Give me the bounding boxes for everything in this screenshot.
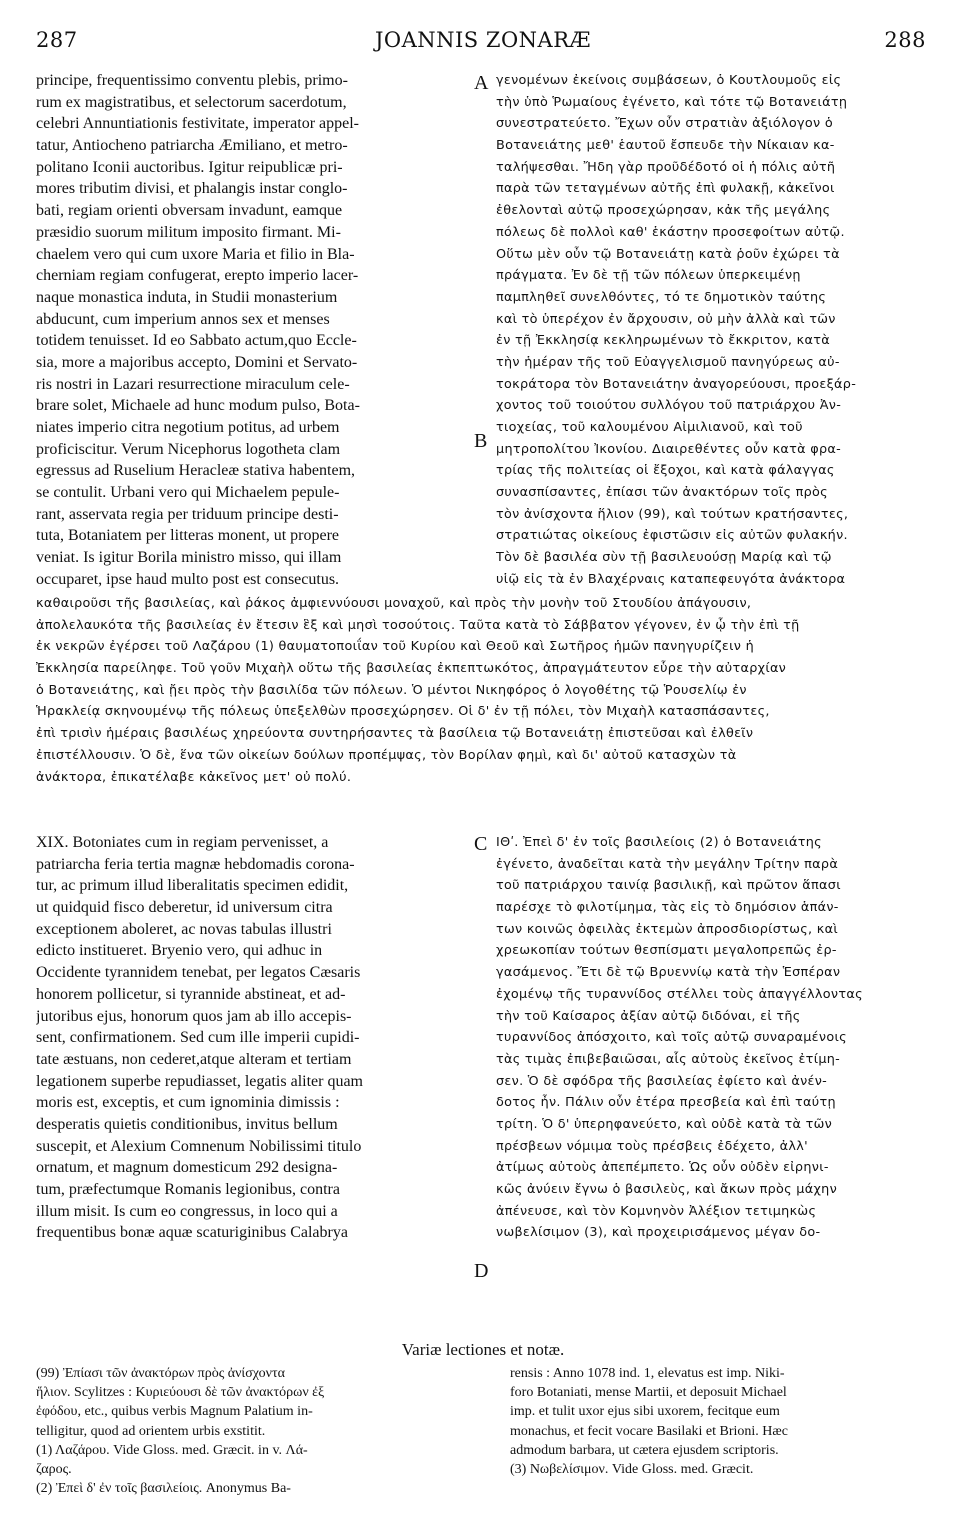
- text-line: στρατιώτας οἰκείους ἐφιστῶσιν εἰς αὐτῶν φυλακήν.: [496, 528, 848, 544]
- note-line: (3) Νωβελίσιμον. Vide Gloss. med. Græcit.: [510, 1461, 754, 1477]
- text-line: legationem superbe repudiasset, legatis aliter quam: [36, 1072, 363, 1090]
- note-line: ἐφόδου, etc., quibus verbis Magnum Palatium in-: [36, 1404, 313, 1420]
- text-line: ἐχομένῳ τῆς τυραννίδος στέλλει τοὺς ἀπαγγέλλοντας: [496, 986, 863, 1002]
- text-line: ἐν τῇ Ἐκκλησίᾳ κεκληρωμένων τὸ ἔκκριτον, κατὰ: [496, 333, 830, 349]
- notes-heading: Variæ lectiones et notæ.: [401, 1340, 565, 1359]
- text-line: ταλήψεσθαι. Ἤδη γὰρ προῦδέδοτό οἱ ἡ πόλις αὐτῆ: [496, 159, 836, 175]
- text-line: frequentibus bonæ aquæ scaturiginibus Calabrya: [36, 1224, 348, 1242]
- text-line: παμπληθεῖ συνελθόντες, τό τε δημοτικὸν ταύτης: [496, 289, 827, 305]
- text-line: ἀπένευσε, καὶ τὸν Κομνηνὸν Ἀλέξιον τετιμηκὼς: [496, 1203, 817, 1219]
- text-line: niates imperio citra negotium potitus, ad urbem: [36, 419, 340, 436]
- text-line: ἀπολελαυκότα τῆς βασιλείας ἐν ἔτεσιν ἓξ καὶ μησὶ τοσούτοις. Ταῦτα κατὰ τὸ Σάββατον γέγονεν, ἐν ᾧ τὴν ἐπὶ τῇ: [36, 617, 800, 633]
- text-line: tatur, Antiocheno patriarcha Æmiliano, et metro-: [36, 137, 348, 155]
- text-line: Οὕτω μὲν οὖν τῷ Βοτανειάτῃ κατὰ ῥοῦν ἐχώρει τὰ: [496, 246, 840, 262]
- note-line: rensis : Anno 1078 ind. 1, elevatus est imp. Niki-: [510, 1366, 785, 1381]
- note-line: monachus, et fecit vocare Basilaki et Brioni. Hæc: [510, 1423, 788, 1439]
- note-line: telligitur, quod ad orientem urbis exstitit.: [36, 1423, 266, 1439]
- text-line: τρίτη. Ὁ δ' ὑπερηφανεύετο, καὶ οὐδὲ κατὰ τὰ τῶν: [496, 1116, 833, 1132]
- text-line: cherniam regiam confugerat, erepto imperio lacer-: [36, 267, 359, 285]
- text-line: νωβελίσιμον (3), καὶ προχειρισάμενος μέγαν δο-: [496, 1225, 821, 1241]
- text-line: sent, confirmationem. Sed cum ille imperii cupidi-: [36, 1029, 360, 1047]
- text-line: κῶς ἀνύειν ἔγνω ὁ βασιλεὺς, καὶ ἄκων πρὸς μάχην: [496, 1182, 838, 1197]
- text-line: τυραννίδος ἀπόσχοιτο, καὶ τοῖς αὐτῷ συναραμένοις: [496, 1030, 847, 1046]
- text-line: moris est, exceptis, et cum ignominia dimissis :: [36, 1094, 340, 1112]
- text-line: ἀτίμως αὐτοὺς ἀπεπέμπετο. Ὡς οὖν οὐδὲν εἰρηνι-: [496, 1160, 829, 1176]
- text-line: tum, præfectumque Romanis legionibus, contra: [36, 1181, 340, 1198]
- text-line: occuparet, ipse haud multo post est consecutus.: [36, 570, 340, 588]
- text-line: πρέσβεων νόμιμα τοὺς πρέσβεις ἐδέχετο, ἀλλ': [496, 1138, 808, 1154]
- text-line: συνασπίσαντες, ἐπίασι τῶν ἀνακτόρων τοῖς πρὸς: [496, 485, 828, 501]
- note-line: foro Botaniati, mense Martii, et deposuit Michael: [510, 1385, 787, 1401]
- text-line: παρέσχε τὸ φιλοτίμημα, τὰς εἰς τὸ δημόσιον ἁπάν-: [496, 900, 839, 916]
- text-line: πράγματα. Ἐν δὲ τῇ τῶν πόλεων ὑπερκειμένῃ: [496, 268, 801, 284]
- margin-marker-a: A: [474, 72, 489, 94]
- text-line: Ἐκκλησία παρείληφε. Τοῦ γοῦν Μιχαὴλ οὕτω τῆς βασιλείας ἐκπεπτωκότος, ἀπραγμάτευτον εὗρε τὴν αὐταρχίαν: [36, 661, 787, 677]
- text-line: ἀνάκτορα, ἐπικατέλαβε κἀκεῖνος μετ' οὐ πολύ.: [36, 769, 352, 785]
- text-line: καὶ τὸ ὑπερέχον ἐν ἄρχουσιν, οὐ μὴν ἀλλὰ καὶ τῶν: [496, 311, 836, 327]
- text-line: γενομένων ἐκείνοις συμβάσεων, ὁ Κουτλουμοῦς εἰς: [496, 73, 842, 88]
- text-line: honorem pollicetur, si tyrannide abstineat, et ad-: [36, 985, 346, 1003]
- text-line: τὴν τοῦ Καίσαρος ἀξίαν αὐτῷ διδόναι, εἰ τῆς: [496, 1008, 801, 1024]
- text-line: καθαιροῦσι τῆς βασιλείας, καὶ ῥάκος ἀμφιεννύουσι μοναχοῦ, καὶ πρὸς τὴν μονὴν τοῦ Στουδίου ἀπάγουσιν,: [36, 596, 752, 611]
- text-line: tate æstuans, non cederet,atque alteram et tertiam: [36, 1050, 352, 1068]
- latin-column-top: [36, 70, 468, 591]
- text-line: υἱῷ εἰς τὰ ἐν Βλαχέρναις καταπεφευγότα ἀνάκτορα: [496, 571, 846, 587]
- text-line: χοντος τοῦ τοιούτου συλλόγου τοῦ πατριάρχου Ἀν-: [496, 398, 842, 414]
- text-line: ἐκ νεκρῶν ἐγέρσει τοῦ Λαζάρου (1) θαυματοποιΐαν τοῦ Κυρίου καὶ Θεοῦ καὶ Σωτῆρος ἡμῶν πανηγυρίζειν ἡ: [36, 639, 754, 655]
- text-line: chaelem vero qui cum uxore Maria et filio in Bla-: [36, 245, 355, 263]
- greek-column-bottom: [496, 832, 926, 1244]
- text-line: illum misit. Is cum eo congressus, in loco qui a: [36, 1202, 338, 1220]
- page-number-left: 287: [36, 28, 78, 52]
- text-line: χρεωκοπίαν τούτων θεσπίσματι μεγαλοπρεπῶς ἐρ-: [496, 943, 837, 959]
- text-line: naque monastica induta, in Studii monasterium: [36, 288, 338, 306]
- text-line: Occidente tyrannidem tenebat, per legatos Cæsaris: [36, 964, 361, 982]
- text-line: τιοχείας, τοῦ καλουμένου Αἰμιλιανοῦ, καὶ τοῦ: [496, 420, 803, 435]
- text-line: tur, ac primum illud liberalitatis specimen edidit,: [36, 877, 349, 895]
- margin-marker-c: C: [474, 833, 488, 855]
- text-line: proficiscitur. Verum Nicephorus logotheta clam: [36, 440, 341, 458]
- text-line: ἐπιστέλλουσιν. Ὁ δὲ, ἕνα τῶν οἰκείων δούλων προπέμψας, τὸν Βορίλαν φημὶ, καὶ δι' αὐτοῦ κατασχὼν τὰ: [36, 747, 737, 763]
- text-line: celebri Annuntiationis festivitate, imperator appel-: [36, 115, 360, 133]
- text-line: ris nostri in Lazari resurrectione miraculum cele-: [36, 375, 350, 393]
- notes-right-column: [510, 1364, 926, 1479]
- text-line: Βοτανειάτης μεθ' ἑαυτοῦ ἔσπευδε τὴν Νίκαιαν κα-: [496, 138, 835, 154]
- note-line: ζαρος.: [36, 1461, 72, 1477]
- text-line: τὰς τιμὰς ἐπιβεβαιῶσαι, αἷς αὐτοὺς ἐκεῖνος ἐτίμη-: [496, 1051, 841, 1067]
- text-line: τὴν ἡμέραν τῆς τοῦ Εὐαγγελισμοῦ πανηγύρεως αὐ-: [496, 354, 840, 370]
- text-line: rant, asservata regia per triduum principe desti-: [36, 505, 339, 523]
- text-line: politano Iconii auctoribus. Igitur reipublicæ pri-: [36, 158, 343, 176]
- margin-marker-d: D: [474, 1260, 489, 1282]
- text-line: Τὸν δὲ βασιλέα σὺν τῇ βασιλευούσῃ Μαρίᾳ καὶ τῷ: [496, 550, 832, 566]
- text-line: συνεστρατεύετο. Ἔχων οὖν στρατιὰν ἀξιόλογον ὁ: [496, 116, 833, 132]
- text-line: ἐπὶ τρισὶν ἡμέραις βασιλέως χηρεύοντα συντηρήσαντες τὰ βασίλεια τῷ Βοτανειάτῃ ἐπιστεῦσαι καὶ ἐλθεῖν: [36, 726, 754, 742]
- text-line: principe, frequentissimo conventu plebis, primo-: [36, 72, 348, 89]
- text-line: suscepit, et Alexium Comnenum Nobilissimi titulo: [36, 1137, 362, 1155]
- text-line: Ἡρακλείᾳ σκηνουμένῳ τῆς πόλεως ὑπεξελθὼν προσεχώρησεν. Οἱ δ' ἐν τῇ πόλει, τὸν Μιχαὴλ κατασπάσαντες,: [36, 704, 770, 720]
- text-line: exceptionem aboleret, ac novas tabulas illustri: [36, 920, 332, 938]
- text-line: τὸν ἀνίσχοντα ἥλιον (99), καὶ τούτων κρατήσαντες,: [496, 506, 849, 522]
- text-line: brare solet, Michaele ad hunc modum pulso, Bota-: [36, 397, 360, 415]
- text-line: ἐγένετο, ἀναδεῖται κατὰ τὴν μεγάλην Τρίτην παρὰ: [496, 856, 839, 872]
- text-line: mores tributim divisi, et phalangis instar conglo-: [36, 180, 348, 198]
- text-line: ut quidquid fisco deberetur, id universum citra: [36, 899, 333, 917]
- text-line: τρίας τῆς πολιτείας οἱ ἔξοχοι, καὶ κατὰ φάλαγγας: [496, 463, 835, 479]
- text-line: XIX. Botoniates cum in regiam pervenisset, a: [36, 834, 329, 851]
- text-line: δοτος ἦν. Πάλιν οὖν ἑτέρα πρεσβεία καὶ ἐπὶ ταύτῃ: [496, 1095, 836, 1111]
- text-line: μητροπολίτου Ἰκονίου. Διαιρεθέντες οὖν κατὰ φρα-: [496, 441, 842, 457]
- text-line: abducunt, cum imperium annos sex et menses: [36, 310, 330, 328]
- note-line: ἥλιον. Scylitzes : Κυριεύουσι δὲ τῶν ἀνακτόρων ἐξ: [36, 1385, 325, 1401]
- text-line: ὁ Βοτανειάτης, καὶ ᾔει πρὸς τὴν βασιλίδα τῶν πόλεων. Ὁ μέντοι Νικηφόρος ὁ λογοθέτης τῷ Ῥουσελίῳ ἐν: [36, 682, 747, 698]
- note-line: (2) Ἐπεὶ δ' ἐν τοῖς βασιλείοις. Anonymus Ba-: [36, 1481, 291, 1497]
- note-line: (99) Ἐπίασι τῶν ἀνακτόρων πρὸς ἀνίσχοντα: [36, 1366, 285, 1381]
- text-line: των κοινῶς ὀφειλὰς ἐκτεμὼν ἀπροσδιορίστως, καὶ: [496, 921, 838, 937]
- text-line: desperatis quietis conditionibus, invitus bellum: [36, 1115, 338, 1133]
- note-line: (1) Λαζάρου. Vide Gloss. med. Græcit. in v. Λά-: [36, 1442, 308, 1458]
- text-line: ΙΘʹ. Ἐπεὶ δ' ἐν τοῖς βασιλείοις (2) ὁ Βοτανειάτης: [496, 835, 822, 850]
- text-line: totidem tenuisset. Id eo Sabbato actum,quo Eccle-: [36, 332, 357, 350]
- page-number-right: 288: [884, 28, 926, 52]
- text-line: patriarcha feria tertia magnæ hebdomadis corona-: [36, 855, 355, 873]
- greek-column-top: [496, 70, 926, 591]
- text-line: τοκράτορα τὸν Βοτανειάτην ἀναγορεύουσι, προεξάρ-: [496, 376, 857, 392]
- text-line: præsidio suorum militum imposito firmant. Mi-: [36, 223, 341, 241]
- text-line: jutoribus ejus, honorum quos jam ab illo accepis-: [36, 1007, 352, 1025]
- latin-column-bottom: [36, 832, 468, 1244]
- notes-left-column: [36, 1364, 466, 1498]
- text-line: σεν. Ὁ δὲ σφόδρα τῆς βασιλείας ἐφίετο καὶ ἀνέν-: [496, 1073, 828, 1089]
- text-line: παρὰ τῶν τεταγμένων αὐτῆς ἐπὶ φυλακῇ, κἀκεῖνοι: [496, 181, 835, 197]
- text-line: ornatum, et magnum domesticum 292 designa-: [36, 1159, 338, 1177]
- greek-full-width-paragraph: [36, 593, 926, 788]
- text-line: τὴν ὑπὸ Ῥωμαίους ἐγένετο, καὶ τότε τῷ Βοτανειάτῃ: [496, 94, 848, 110]
- note-line: imp. et tulit uxor ejus sibi uxorem, fecitque eum: [510, 1404, 780, 1420]
- text-line: γασάμενος. Ἔτι δὲ τῷ Βρυεννίῳ κατὰ τὴν Ἑσπέραν: [496, 965, 841, 981]
- text-line: ἐθελονταὶ αὐτῷ προσεχώρησαν, κἀκ τῆς μεγάλης: [496, 203, 831, 219]
- text-line: bati, regiam orienti obversam invadunt, eamque: [36, 202, 343, 220]
- text-line: se contulit. Urbani vero qui Michaelem pepule-: [36, 484, 340, 502]
- text-line: edicto institueret. Bryenio vero, qui adhuc in: [36, 942, 323, 960]
- note-line: admodum barbara, ut cætera ejusdem scriptoris.: [510, 1442, 779, 1458]
- text-line: sia, more a majoribus accepto, Domini et Servato-: [36, 353, 358, 371]
- text-line: πόλεως δὲ πολλοὶ καθ' ἑκάστην προσεφοίτων αὐτῷ.: [496, 224, 845, 240]
- running-title: JOANNIS ZONARÆ: [374, 28, 592, 52]
- text-line: veniat. Is igitur Borila ministro misso, qui illam: [36, 549, 342, 567]
- text-line: τοῦ πατριάρχου ταινίᾳ βασιλικῇ, καὶ πρῶτον ἅπασι: [496, 878, 841, 894]
- text-line: rum ex magistratibus, et selectorum sacerdotum,: [36, 93, 347, 111]
- text-line: egressus ad Ruselium Heracleæ stativa habentem,: [36, 462, 356, 480]
- text-line: tuta, Botaniatem per litteras monent, ut propere: [36, 527, 340, 545]
- margin-marker-b: B: [474, 430, 488, 452]
